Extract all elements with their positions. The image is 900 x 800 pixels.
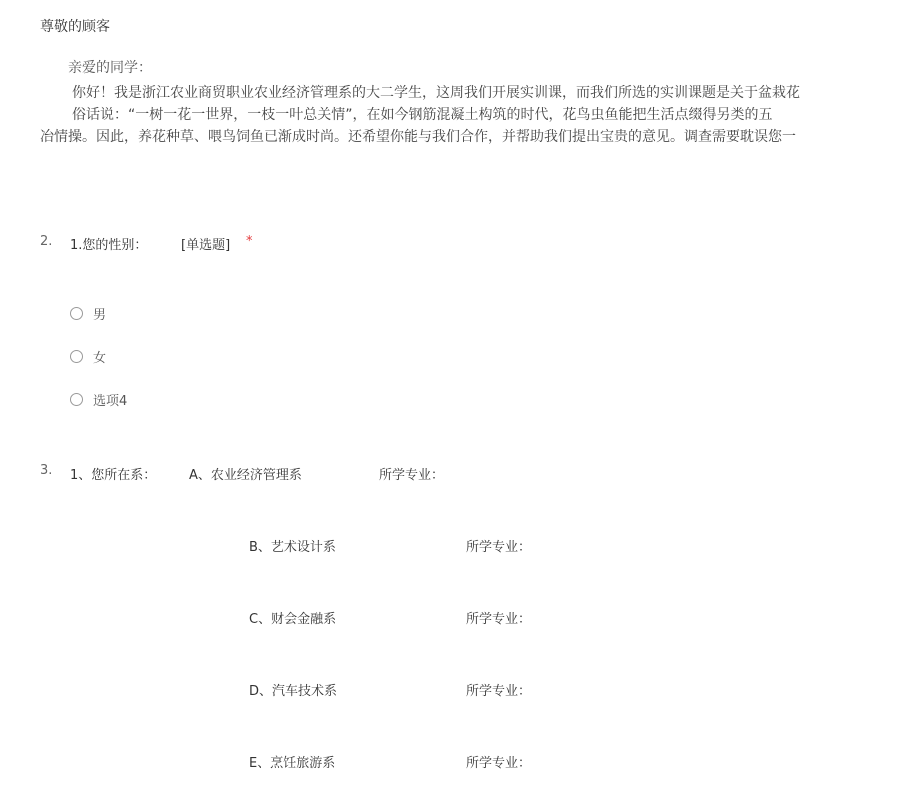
radio-option-female[interactable] bbox=[70, 347, 106, 366]
department-option: B、艺术设计系 bbox=[249, 540, 336, 555]
department-option: A、农业经济管理系 bbox=[189, 468, 302, 483]
radio-option-4[interactable] bbox=[70, 390, 127, 409]
radio-option-label: 选项4 bbox=[93, 394, 128, 409]
major-label: 所学专业： bbox=[466, 756, 532, 771]
question-title: 1.您的性别： bbox=[70, 238, 148, 253]
radio-option-label: 女 bbox=[93, 351, 107, 366]
department-option: C、财会金融系 bbox=[249, 612, 337, 627]
radio-option-male[interactable] bbox=[70, 304, 106, 323]
radio-circle-icon[interactable] bbox=[70, 393, 83, 406]
intro-text-line: 你好！我是浙江农业商贸职业农业经济管理系的大二学生，这周我们开展实训课，而我们所选的实训课题是关于盆栽花 bbox=[72, 85, 800, 101]
radio-circle-icon[interactable] bbox=[70, 307, 83, 320]
intro-text-line: 冶情操。因此，养花种草、喂鸟饲鱼已渐成时尚。还希望你能与我们合作，并帮助我们提出宝贵的意见。调查需要耽误您一 bbox=[40, 129, 796, 145]
department-option: D、汽车技术系 bbox=[249, 684, 338, 699]
major-label: 所学专业： bbox=[466, 612, 532, 627]
question-type-badge: [单选题] bbox=[181, 238, 231, 253]
required-marker: * bbox=[246, 234, 253, 249]
major-label: 所学专业： bbox=[466, 684, 532, 699]
radio-circle-icon[interactable] bbox=[70, 350, 83, 363]
question-number: 3. bbox=[40, 463, 53, 478]
major-label: 所学专业： bbox=[466, 540, 532, 555]
intro-text-line: 俗话说：“一树一花一世界，一枝一叶总关情”，在如今钢筋混凝土构筑的时代，花鸟虫鱼能把生活点缀得另类的五 bbox=[72, 107, 773, 123]
question-number: 2. bbox=[40, 234, 53, 249]
department-option: E、烹饪旅游系 bbox=[249, 756, 336, 771]
question-title: 1、您所在系： bbox=[70, 468, 157, 483]
page-title: 尊敬的顾客 bbox=[40, 19, 110, 35]
major-label: 所学专业： bbox=[379, 468, 445, 483]
intro-salutation: 亲爱的同学： bbox=[68, 60, 152, 76]
radio-option-label: 男 bbox=[93, 308, 107, 323]
